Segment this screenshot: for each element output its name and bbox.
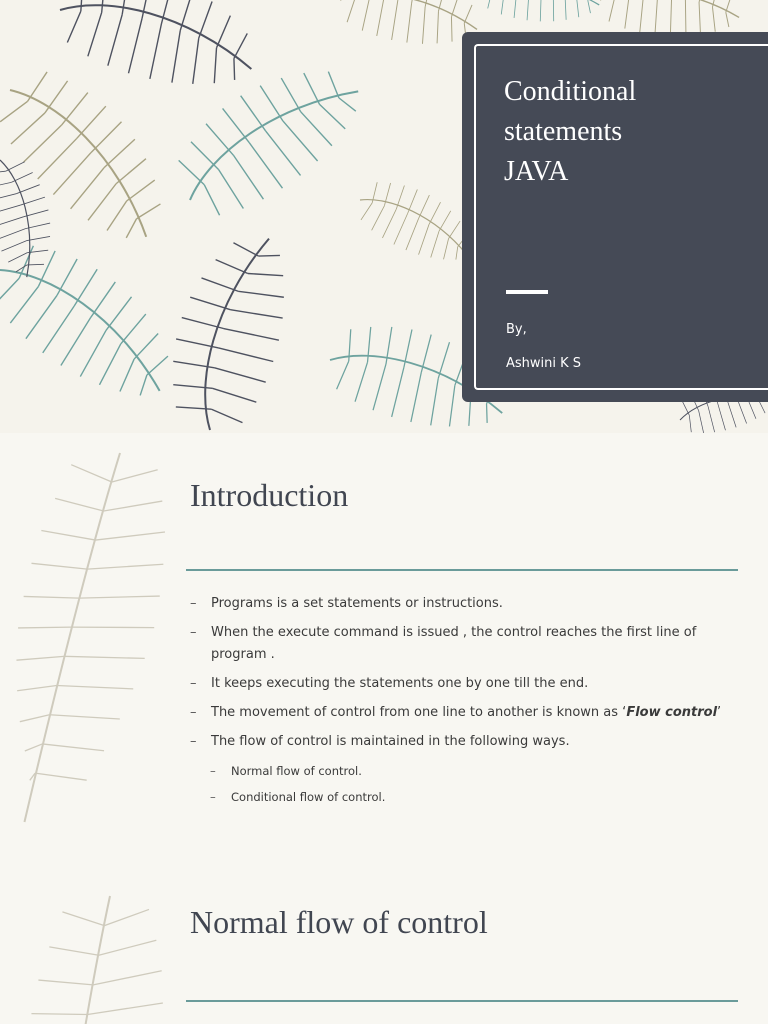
bullet-item: – It keeps executing the statements one by one till the end. — [190, 673, 730, 695]
sub-bullet-item: – Conditional flow of control. — [210, 786, 730, 808]
presentation-title — [504, 72, 744, 192]
slide-heading: Normal flow of control — [190, 904, 488, 940]
heading-divider — [186, 569, 738, 571]
feather-decoration — [0, 433, 200, 866]
bullet-item: – The flow of control is maintained in the following ways. — [190, 731, 730, 753]
bullet-text: ’ — [717, 705, 722, 720]
author-name: Ashwini K S — [506, 356, 582, 371]
title-accent-bar — [506, 290, 548, 294]
bullet-item-flow-control — [190, 702, 730, 724]
introduction-slide — [0, 433, 768, 866]
by-label: By, — [506, 322, 527, 337]
title-line: Conditional — [504, 76, 637, 107]
heading-divider — [186, 1000, 738, 1002]
bullet-item: – When the execute command is issued , the control reaches the first line of program . — [190, 622, 730, 666]
flow-control-term: Flow control — [626, 705, 718, 720]
bullet-item: – Programs is a set statements or instructions. — [190, 593, 730, 615]
title-line: statements — [504, 116, 623, 147]
slide-heading: Introduction — [190, 477, 349, 513]
bullet-list — [190, 593, 730, 812]
sub-bullet-item: – Normal flow of control. — [210, 760, 730, 782]
bullet-text: The movement of control from one line to another is known as ‘ — [211, 705, 627, 720]
normal-flow-slide — [0, 866, 768, 1024]
title-slide — [0, 0, 768, 433]
title-card — [462, 32, 768, 402]
title-line: JAVA — [504, 156, 569, 187]
